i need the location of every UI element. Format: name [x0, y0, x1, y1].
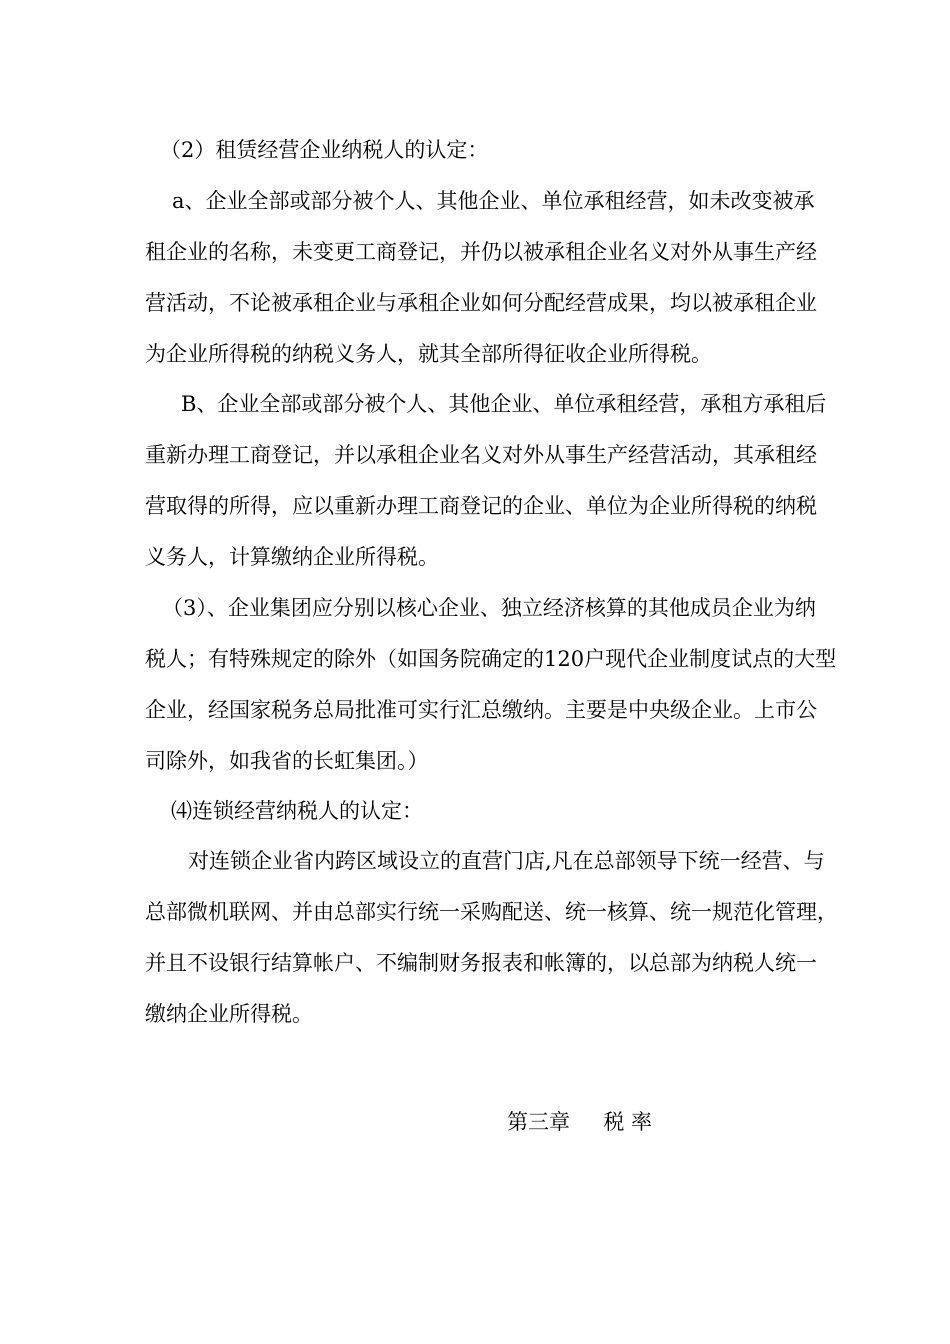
section-4-line-3: 并且不设银行结算帐户、不编制财务报表和帐簿的，以总部为纳税人统一 — [145, 951, 817, 975]
paragraph-b-line-4: 义务人，计算缴纳企业所得税。 — [145, 545, 439, 569]
paragraph-b-line-3: 营取得的所得，应以重新办理工商登记的企业、单位为企业所得税的纳税 — [145, 494, 817, 518]
section-3-line-4: 司除外，如我省的长虹集团。） — [145, 749, 429, 773]
section-3-line-1: （3）、企业集团应分别以核心企业、独立经济核算的其他成员企业为纳 — [162, 596, 816, 620]
section-2-heading: （2）租赁经营企业纳税人的认定： — [160, 138, 489, 162]
section-4-heading: ⑷连锁经营纳税人的认定： — [171, 799, 423, 823]
paragraph-a-line-2: 租企业的名称，未变更工商登记，并仍以被承租企业名义对外从事生产经 — [145, 240, 817, 264]
paragraph-b-line-2: 重新办理工商登记，并以承租企业名义对外从事生产经营活动，其承租经 — [145, 443, 817, 467]
section-4-line-1: 对连锁企业省内跨区域设立的直营门店,凡在总部领导下统一经营、与 — [188, 849, 825, 873]
paragraph-b-line-1: B、企业全部或部分被个人、其他企业、单位承租经营，承租方承租后 — [181, 392, 827, 416]
paragraph-a-line-1: a、企业全部或部分被个人、其他企业、单位承租经营，如未改变被承 — [172, 189, 815, 213]
chapter-title: 第三章 税 率 — [507, 1110, 653, 1134]
paragraph-a-line-4: 为企业所得税的纳税义务人，就其全部所得征收企业所得税。 — [145, 342, 712, 366]
paragraph-a-line-3: 营活动，不论被承租企业与承租企业如何分配经营成果，均以被承租企业 — [145, 291, 817, 315]
section-3-line-3: 企业，经国家税务总局批准可实行汇总缴纳。主要是中央级企业。上市公 — [145, 698, 817, 722]
section-4-line-2: 总部微机联网、并由总部实行统一采购配送、统一核算、统一规范化管理， — [145, 900, 838, 924]
section-3-line-2: 税人；有特殊规定的除外（如国务院确定的120户现代企业制度试点的大型 — [145, 647, 837, 671]
section-4-line-4: 缴纳企业所得税。 — [145, 1002, 313, 1026]
